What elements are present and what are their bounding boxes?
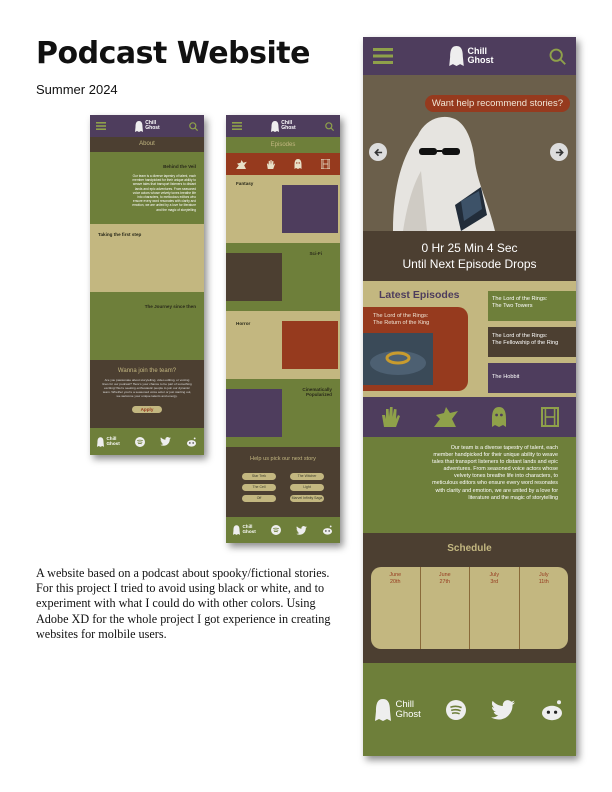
twitter-icon[interactable] — [160, 437, 171, 446]
section-title-first-step: Taking the first step — [98, 232, 142, 237]
hamburger-icon[interactable] — [373, 48, 393, 64]
ghost-icon[interactable] — [491, 407, 507, 427]
genre-label-fantasy: Fantasy — [236, 181, 254, 186]
dragon-icon[interactable] — [434, 407, 458, 427]
film-icon[interactable] — [541, 407, 559, 427]
brand-logo[interactable] — [135, 121, 159, 132]
footer-brand[interactable] — [233, 525, 255, 535]
recommend-stories-button[interactable]: Want help recommend stories? — [425, 95, 570, 112]
poll-option[interactable]: Marvel Infinity Saga — [291, 496, 323, 500]
poll-option[interactable]: The Witcher — [290, 473, 324, 480]
schedule-month: July — [489, 572, 500, 578]
search-icon[interactable] — [549, 48, 566, 65]
poll-title: Help us pick our next story — [250, 456, 316, 462]
dragon-icon[interactable] — [236, 160, 247, 169]
brand-line2: Ghost — [467, 55, 494, 65]
latest-episodes-section — [363, 281, 576, 397]
brand-line2: Ghost — [106, 440, 120, 446]
apply-button[interactable]: Apply — [132, 406, 163, 413]
poll-option[interactable]: Light — [290, 484, 324, 491]
episodes-phone-mockup — [226, 115, 340, 543]
ghost-logo-icon — [375, 698, 391, 722]
join-team-section — [90, 360, 204, 428]
genre-thumbnail[interactable] — [226, 253, 282, 301]
about-section-3 — [90, 292, 204, 360]
brand-line1: Chill — [281, 119, 293, 126]
brand-line2: Ghost — [242, 529, 256, 534]
ghost-logo-icon — [271, 121, 279, 132]
episode-line1: The Lord of the Rings: — [492, 333, 548, 339]
schedule-month: June — [389, 572, 402, 578]
join-body: Are you passionate about storytelling, video editing, or voicing lines for our podcast? Here's your chance to be part of something exciting! We're seeking enthusiastic people to join our dynamic team. Whether you're a seasoned voice actor or just starting out, we welcome your unique talents and energy. — [102, 378, 192, 398]
reddit-icon[interactable] — [540, 699, 564, 721]
brand-line1: Chill — [467, 45, 487, 56]
schedule-date: 27th — [439, 579, 450, 585]
featured-line2: The Return of the King — [373, 320, 430, 326]
about-heading-band: About — [90, 137, 204, 152]
team-section — [363, 437, 576, 533]
ghost-icon[interactable] — [294, 159, 302, 169]
footer-brand[interactable] — [375, 698, 420, 722]
genre-thumbnail[interactable] — [282, 321, 338, 369]
episodes-footer — [226, 517, 340, 543]
genre-label-horror: Horror — [236, 321, 251, 326]
countdown-timer: 0 Hr 25 Min 4 Sec — [421, 241, 518, 255]
brand-line1: Chill — [242, 524, 253, 530]
episode-line2: The Fellowship of the Ring — [492, 340, 559, 346]
genre-thumbnail[interactable] — [282, 185, 338, 233]
brand-logo[interactable] — [449, 46, 494, 66]
brand-line1: Chill — [395, 698, 414, 710]
team-text: Our team is a diverse tapestry of talent, each member handpicked for their unique ability to weave tales that transport listeners to distant lands and epic adventures. From seasoned voice actors whose velvety tones breathe life into characters, to meticulous editors who ensure every word resonates with clarity and emotion, we are united by a love for literature and the magic of storytelling — [432, 445, 558, 501]
genre-label-cinematic: Cinematically Popularized — [302, 387, 332, 397]
hero-image — [363, 75, 576, 231]
episodes-navbar — [226, 115, 340, 137]
hamburger-icon[interactable] — [96, 122, 106, 130]
page-title: Podcast Website — [36, 36, 310, 71]
reddit-icon[interactable] — [322, 525, 333, 535]
poll-option[interactable]: Star Trek — [242, 473, 276, 480]
about-phone-mockup — [90, 115, 204, 455]
home-phone-mockup — [363, 37, 576, 756]
episode-list-item[interactable] — [488, 291, 576, 321]
reddit-icon[interactable] — [186, 437, 197, 447]
ghost-logo-icon — [233, 525, 240, 535]
carousel-prev-button[interactable] — [369, 143, 387, 161]
countdown-caption: Until Next Episode Drops — [402, 257, 537, 271]
genre-label-scifi: Sci-Fi — [309, 251, 322, 256]
countdown-section — [363, 231, 576, 281]
ghost-logo-icon — [449, 46, 464, 66]
genre-thumbnail[interactable] — [226, 389, 282, 437]
hand-icon[interactable] — [380, 407, 400, 427]
brand-logo[interactable] — [271, 121, 295, 132]
carousel-next-button[interactable] — [550, 143, 568, 161]
schedule-date: 11th — [538, 579, 549, 585]
genre-icon-bar — [363, 397, 576, 437]
genre-filter-bar — [226, 153, 340, 175]
home-navbar — [363, 37, 576, 75]
join-title: Wanna join the team? — [117, 368, 177, 374]
schedule-day — [470, 567, 520, 649]
about-section-1 — [90, 152, 204, 224]
spotify-icon[interactable] — [446, 700, 466, 720]
twitter-icon[interactable] — [296, 526, 307, 535]
spotify-icon[interactable] — [271, 525, 281, 535]
search-icon[interactable] — [189, 122, 198, 131]
schedule-day — [520, 567, 569, 649]
search-icon[interactable] — [325, 122, 334, 131]
section-title-journey: The Journey since then — [144, 304, 196, 309]
section-title-behind-veil: Behind the Veil — [163, 164, 196, 169]
poll-option[interactable]: The Cell — [242, 484, 276, 491]
about-navbar — [90, 115, 204, 137]
featured-episode-title — [373, 313, 468, 327]
schedule-month: June — [438, 572, 451, 578]
ghost-logo-icon — [97, 437, 104, 447]
ghost-logo-icon — [135, 121, 143, 132]
genre-cinematic-row[interactable] — [226, 379, 340, 447]
poll-option[interactable]: Off — [242, 495, 276, 502]
brand-line1: Chill — [106, 435, 117, 441]
episode-list-item[interactable] — [488, 327, 576, 357]
footer-brand[interactable] — [97, 437, 119, 447]
latest-episodes-heading: Latest Episodes — [379, 289, 460, 301]
brand-line2: Ghost — [281, 125, 296, 131]
brand-line2: Ghost — [395, 708, 421, 720]
one-ring-image — [363, 333, 433, 385]
about-footer — [90, 428, 204, 455]
schedule-heading: Schedule — [447, 543, 492, 554]
brand-line2: Ghost — [145, 125, 160, 131]
poll-section — [226, 447, 340, 517]
twitter-icon[interactable] — [491, 700, 515, 720]
schedule-day — [421, 567, 471, 649]
genre-scifi-row[interactable] — [226, 243, 340, 311]
episode-line2: The Two Towers — [492, 303, 533, 309]
episode-list-item[interactable] — [488, 363, 576, 393]
schedule-calendar — [371, 567, 568, 649]
schedule-day — [371, 567, 421, 649]
about-body-text: Our team is a diverse tapestry of talent, each member handpicked for their unique ability to weave tales that transport listeners to distant lands and epic adventures. From seasoned voice actors whose velvety tones breathe life into characters, to meticulous editors who ensure every word resonates with clarity and emotion, we are united by a love for literature and the magic of storytelling — [132, 174, 196, 212]
about-section-2 — [90, 224, 204, 292]
hamburger-icon[interactable] — [232, 122, 242, 130]
spotify-icon[interactable] — [135, 437, 145, 447]
schedule-section — [363, 533, 576, 663]
episodes-heading-band: Episodes — [226, 137, 340, 153]
hand-icon[interactable] — [266, 160, 275, 169]
schedule-date: 20th — [390, 579, 401, 585]
featured-line1: The Lord of the Rings: — [373, 313, 429, 319]
arrow-right-icon — [555, 148, 564, 157]
page-subtitle: Summer 2024 — [36, 82, 118, 97]
film-icon[interactable] — [321, 159, 330, 169]
featured-episode-card[interactable] — [363, 307, 468, 391]
project-description: A website based on a podcast about spooky/fictional stories. For this project I tried to avoid using black or white, and to experiment with what I could do with other colors. Using Adobe XD for the whole project I got experience in creating websites for molbile users. — [36, 566, 331, 641]
schedule-month: July — [538, 572, 549, 578]
genre-fantasy-row[interactable] — [226, 175, 340, 243]
episode-line1: The Lord of the Rings: — [492, 296, 548, 302]
genre-horror-row[interactable] — [226, 311, 340, 379]
schedule-date: 3rd — [490, 579, 499, 585]
home-footer — [363, 663, 576, 756]
brand-line1: Chill — [145, 119, 157, 126]
episode-line1: The Hobbit — [492, 374, 520, 380]
arrow-left-icon — [374, 148, 383, 157]
